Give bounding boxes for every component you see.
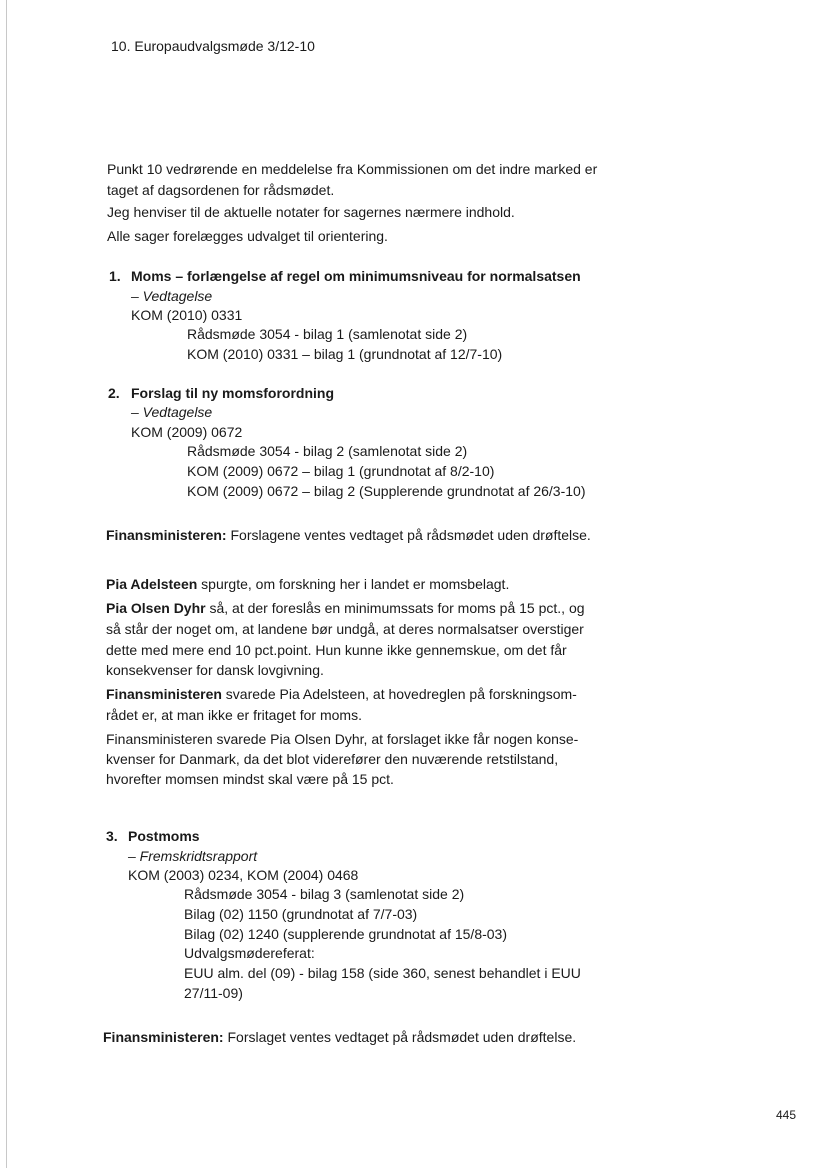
- debate-p2-text-1: så, at der foreslås en minimumssats for moms på 15 pct., og: [205, 600, 585, 616]
- item1-ref: KOM (2010) 0331: [131, 307, 243, 323]
- debate-p1-text: spurgte, om forskning her i landet er momsbelagt.: [197, 576, 510, 592]
- item3-doc-6: 27/11-09): [184, 985, 243, 1001]
- item2-doc-3: KOM (2009) 0672 – bilag 2 (Supplerende grundnotat af 26/3-10): [187, 483, 586, 499]
- item3-doc-1: Rådsmøde 3054 - bilag 3 (samlenotat side 2): [184, 886, 465, 902]
- item3-subtitle: – Fremskridtsrapport: [128, 848, 258, 864]
- statement2: [103, 1029, 576, 1046]
- item2-subtitle: – Vedtagelse: [131, 404, 213, 420]
- item3-number: 3.: [106, 828, 118, 844]
- debate-p1-speaker: Pia Adelsteen: [106, 576, 198, 592]
- item3-doc-5: EUU alm. del (09) - bilag 158 (side 360, senest behandlet i EUU: [184, 965, 581, 981]
- item1-title: Moms – forlængelse af regel om minimumsniveau for normalsatsen: [131, 268, 581, 284]
- item2-title: Forslag til ny momsforordning: [131, 385, 335, 401]
- debate-p2-speaker: Pia Olsen Dyhr: [106, 600, 206, 616]
- page-header: 10. Europaudvalgsmøde 3/12-10: [111, 38, 315, 54]
- statement1-text: Forslagene ventes vedtaget på rådsmødet uden drøftelse.: [226, 527, 591, 543]
- page-number: 445: [776, 1108, 797, 1122]
- statement1-speaker: Finansministeren:: [106, 527, 227, 543]
- item2-doc-2: KOM (2009) 0672 – bilag 1 (grundnotat af 8/2-10): [187, 463, 495, 479]
- debate-p2-line-1: [106, 600, 585, 617]
- debate-p4-line-3: hvorefter momsen mindst skal være på 15 pct.: [106, 771, 394, 787]
- item3-ref: KOM (2003) 0234, KOM (2004) 0468: [128, 867, 359, 883]
- item1-doc-1: Rådsmøde 3054 - bilag 1 (samlenotat side 2): [187, 326, 468, 342]
- item3-title: Postmoms: [128, 828, 200, 844]
- intro-line-2: taget af dagsordenen for rådsmødet.: [107, 182, 335, 198]
- item2-ref: KOM (2009) 0672: [131, 424, 243, 440]
- statement2-text: Forslaget ventes vedtaget på rådsmødet uden drøftelse.: [223, 1029, 577, 1045]
- statement2-speaker: Finansministeren:: [103, 1029, 224, 1045]
- debate-p3-line-1: [106, 686, 577, 703]
- intro-line-4: Alle sager forelægges udvalget til orientering.: [107, 228, 388, 244]
- item3-doc-2: Bilag (02) 1150 (grundnotat af 7/7-03): [184, 906, 418, 922]
- debate-p4-line-1: Finansministeren svarede Pia Olsen Dyhr, at forslaget ikke får nogen konse-: [106, 731, 579, 747]
- intro-line-1: Punkt 10 vedrørende en meddelelse fra Kommissionen om det indre marked er: [107, 161, 598, 177]
- debate-p2-line-2: så står der noget om, at landene bør undgå, at deres normalsatser overstiger: [106, 621, 584, 637]
- debate-p3-text-1: svarede Pia Adelsteen, at hovedreglen på forskningsom-: [221, 686, 577, 702]
- debate-p2-line-4: konsekvenser for dansk lovgivning.: [106, 662, 324, 678]
- intro-line-3: Jeg henviser til de aktuelle notater for sagernes nærmere indhold.: [107, 204, 515, 220]
- debate-p3-speaker: Finansministeren: [106, 686, 222, 702]
- debate-p2-line-3: dette med mere end 10 pct.point. Hun kunne ikke gennemskue, om det får: [106, 642, 567, 658]
- statement1: [106, 527, 591, 544]
- item3-doc-3: Bilag (02) 1240 (supplerende grundnotat af 15/8-03): [184, 926, 507, 942]
- item1-number: 1.: [109, 268, 121, 284]
- item2-number: 2.: [108, 385, 120, 401]
- item1-doc-2: KOM (2010) 0331 – bilag 1 (grundnotat af 12/7-10): [187, 346, 503, 362]
- item2-doc-1: Rådsmøde 3054 - bilag 2 (samlenotat side 2): [187, 443, 468, 459]
- item3-doc-4: Udvalgsmødereferat:: [184, 945, 315, 961]
- debate-p3-line-2: rådet er, at man ikke er fritaget for moms.: [106, 707, 362, 723]
- debate-p4-line-2: kvenser for Danmark, da det blot viderefører den nuværende retstilstand,: [106, 751, 559, 767]
- scan-edge-line: [6, 0, 7, 1168]
- item1-subtitle: – Vedtagelse: [131, 288, 213, 304]
- debate-p1: [106, 576, 509, 593]
